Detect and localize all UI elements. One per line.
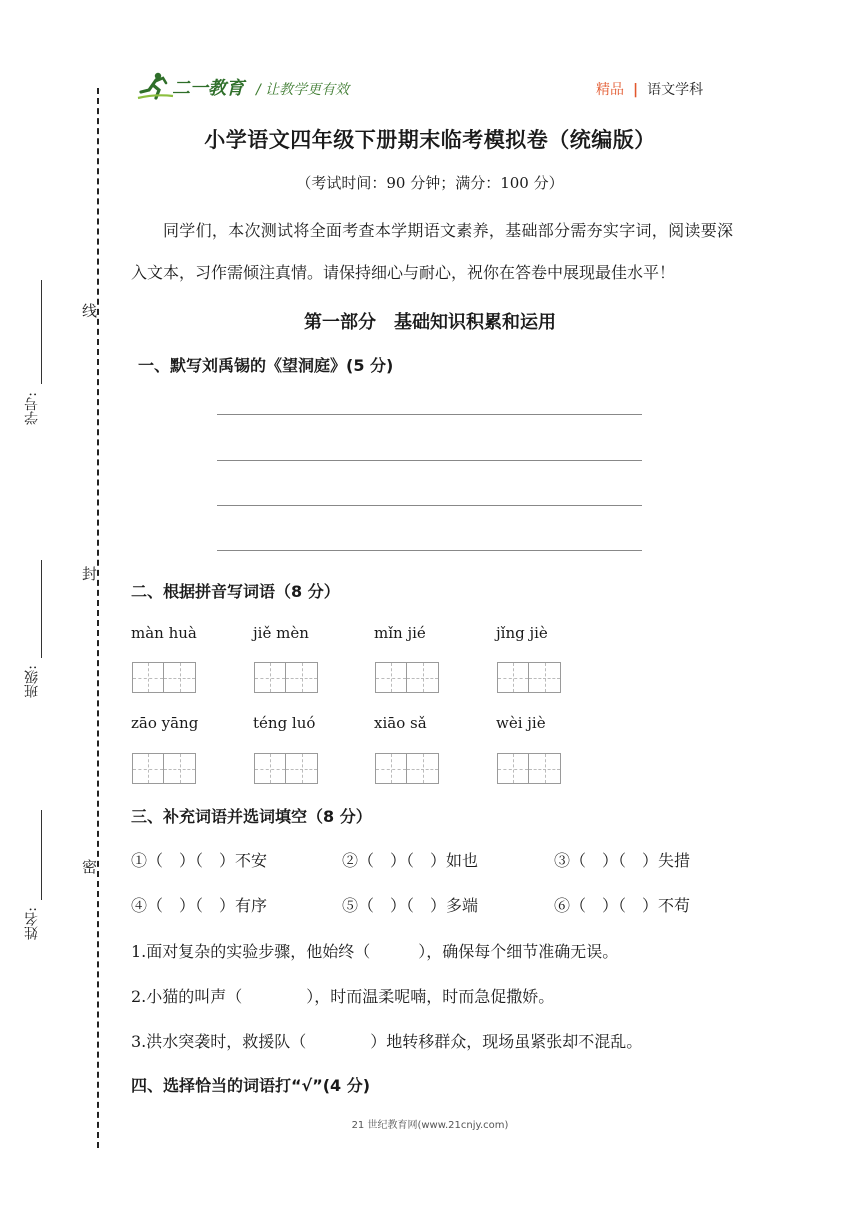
idiom-fill-item[interactable]: ⑤（ ）（ ）多端 xyxy=(342,896,479,915)
answer-line[interactable] xyxy=(217,505,642,506)
pinyin-label: màn huà xyxy=(131,624,197,642)
question-4-heading: 四、选择恰当的词语打“√”(4 分) xyxy=(131,1076,371,1095)
binding-char-mi: 密 xyxy=(82,853,97,880)
quality-tag: 精品 xyxy=(596,82,624,98)
binding-char-xian: 线 xyxy=(82,297,97,324)
brand-subject xyxy=(596,79,703,99)
idiom-fill-item[interactable]: ⑥（ ）（ ）不苟 xyxy=(554,896,691,915)
pinyin-label: mǐn jié xyxy=(374,624,426,642)
question-2-heading: 二、根据拼音写词语（8 分） xyxy=(131,582,340,601)
svg-text:二一教育: 二一教育 xyxy=(172,78,244,99)
tianzige-box[interactable] xyxy=(375,662,439,693)
header-separator: | xyxy=(633,82,639,98)
idiom-fill-item[interactable]: ④（ ）（ ）有序 xyxy=(131,896,268,915)
pinyin-label: zāo yāng xyxy=(131,714,199,732)
class-label: 班级: xyxy=(24,665,40,698)
question-1-heading: 一、默写刘禹锡的《望洞庭》(5 分) xyxy=(138,356,394,375)
fill-sentence[interactable]: 2.小猫的叫声（ ），时而温柔呢喃，时而急促撒娇。 xyxy=(131,987,555,1006)
page-footer: 21 世纪教育网(www.21cnjy.com) xyxy=(351,1120,509,1131)
tianzige-box[interactable] xyxy=(497,662,561,693)
pinyin-label: téng luó xyxy=(253,714,316,732)
tianzige-box[interactable] xyxy=(132,662,196,693)
class-field[interactable] xyxy=(41,560,42,658)
tianzige-box[interactable] xyxy=(375,753,439,784)
exam-info: （考试时间：90 分钟；满分：100 分） xyxy=(296,174,564,192)
pinyin-label: jǐng jiè xyxy=(496,624,548,642)
slogan: / 让教学更有效 xyxy=(256,82,350,98)
binding-dashed-line xyxy=(97,88,99,1148)
exam-title: 小学语文四年级下册期末临考模拟卷（统编版） xyxy=(204,128,656,152)
fill-sentence[interactable]: 1.面对复杂的实验步骤，他始终（ ），确保每个细节准确无误。 xyxy=(131,942,619,961)
pinyin-label: jiě mèn xyxy=(253,624,309,642)
idiom-fill-item[interactable]: ①（ ）（ ）不安 xyxy=(131,851,268,870)
fill-sentence[interactable]: 3.洪水突袭时，救援队（ ）地转移群众，现场虽紧张却不混乱。 xyxy=(131,1032,643,1051)
pinyin-label: wèi jiè xyxy=(496,714,546,732)
question-3-heading: 三、补充词语并选词填空（8 分） xyxy=(131,807,372,826)
name-label: 姓名: xyxy=(24,907,40,940)
tianzige-box[interactable] xyxy=(132,753,196,784)
runner-logo-icon xyxy=(137,70,257,104)
brand-logo xyxy=(137,70,257,104)
idiom-fill-item[interactable]: ②（ ）（ ）如也 xyxy=(342,851,479,870)
answer-line[interactable] xyxy=(217,414,642,415)
subject-label: 语文学科 xyxy=(647,82,704,98)
part-one-title: 第一部分 基础知识积累和运用 xyxy=(304,312,556,333)
answer-line[interactable] xyxy=(217,550,642,551)
tianzige-box[interactable] xyxy=(254,753,318,784)
intro-paragraph: 同学们，本次测试将全面考查本学期语文素养，基础部分需夯实字词，阅读要深入文本，习作需倾注真情。请保持细心与耐心，祝你在答卷中展现最佳水平！ xyxy=(131,221,733,282)
tianzige-box[interactable] xyxy=(254,662,318,693)
name-field[interactable] xyxy=(41,810,42,900)
tianzige-box[interactable] xyxy=(497,753,561,784)
student-id-label: 学号: xyxy=(24,392,40,425)
pinyin-label: xiāo sǎ xyxy=(374,714,427,732)
idiom-fill-item[interactable]: ③（ ）（ ）失措 xyxy=(554,851,691,870)
answer-line[interactable] xyxy=(217,460,642,461)
binding-char-feng: 封 xyxy=(82,560,97,587)
